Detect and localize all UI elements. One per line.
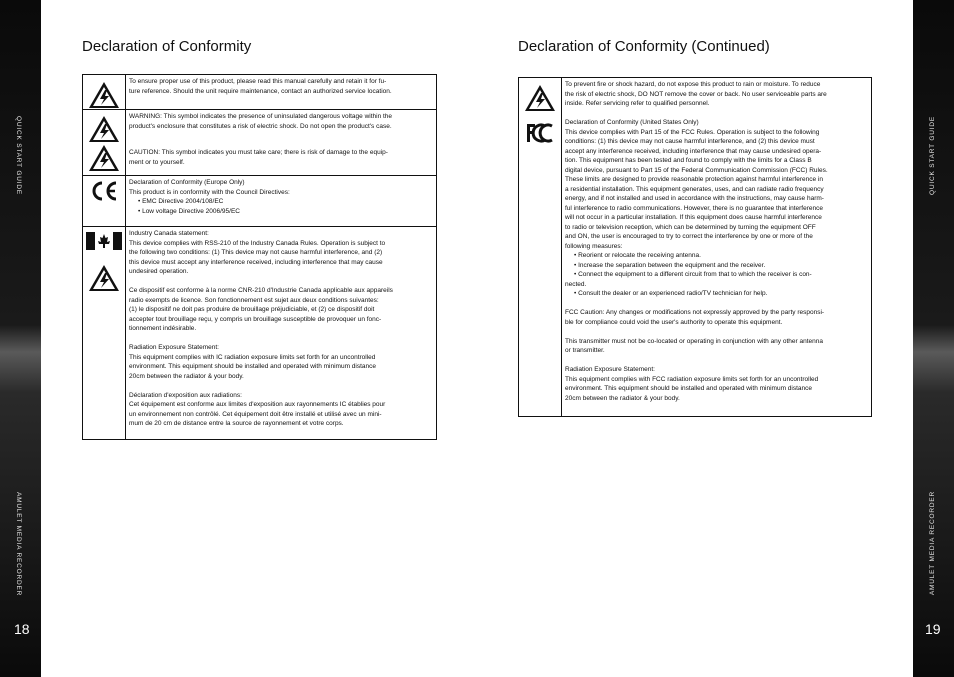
- shock-warning-icon: [524, 84, 556, 112]
- row-text: [126, 110, 437, 176]
- text-line: ful interference to radio communications. However, there is no guarantee that interference: [565, 204, 823, 212]
- text-line: (1) le dispositif ne doit pas produire de brouillage préjudiciable, et (2) ce dispositif doit: [129, 306, 375, 313]
- text-line: To ensure proper use of this product, please read this manual carefully and retain it for fu-: [129, 78, 387, 85]
- text-line: digital device, pursuant to Part 15 of the Federal Communication Commission (FCC) Rules.: [565, 166, 828, 174]
- text-line: These limits are designed to provide reasonable protection against harmful interference in: [565, 176, 823, 183]
- text-line: FCC Caution: Any changes or modifications not expressly approved by the party responsi-: [565, 309, 825, 316]
- sidebar-top-label: QUICK START GUIDE: [15, 116, 22, 195]
- text-line: ble for compliance could void the user's authority to operate this equipment.: [565, 318, 783, 326]
- text-line: this device must accept any interference received, including interference that may cause: [129, 258, 383, 266]
- text-line: tionnement indésirable.: [129, 325, 197, 332]
- declaration-table: [82, 74, 437, 440]
- text-line: Déclaration d'exposition aux radiations:: [129, 391, 242, 399]
- page-title: Declaration of Conformity (Continued): [518, 38, 770, 55]
- text-line: inside. Refer servicing refer to qualified personnel.: [565, 100, 710, 107]
- text-line: the following two conditions: (1) This device may not cause harmful interference, and (2): [129, 249, 383, 256]
- text-line: This equipment complies with FCC radiation exposure limits set forth for an uncontrolled: [565, 375, 819, 383]
- text-line: Cet équipement est conforme aux limites d'exposition aux rayonnements IC établies pour: [129, 401, 386, 408]
- text-line: This device complies with RSS-210 of the Industry Canada Rules. Operation is subject to: [129, 239, 386, 247]
- text-line: to radio or television reception, which can be determined by turning the equipment OFF: [565, 223, 816, 231]
- text-line: energy, and if not installed and used in accordance with the instructions, may cause harm-: [565, 195, 824, 202]
- text-line: and ON, the user is encouraged to try to correct the interference by one or more of the: [565, 233, 813, 240]
- text-line: WARNING: This symbol indicates the presence of uninsulated dangerous voltage within the: [129, 113, 393, 120]
- table-row: [83, 75, 437, 110]
- text-line: This product is in conformity with the Council Directives:: [129, 188, 290, 196]
- text-line: To prevent fire or shock hazard, do not expose this product to rain or moisture. To reduce: [565, 81, 821, 88]
- text-line: Radiation Exposure Statement:: [129, 344, 219, 351]
- icon-cell: [83, 176, 126, 227]
- fcc-logo-icon: [525, 122, 555, 144]
- row-text: [126, 227, 437, 440]
- text-line: Declaration of Conformity (United States Only): [565, 119, 699, 126]
- icon-cell: [519, 78, 562, 417]
- text-line: This device complies with Part 15 of the FCC Rules. Operation is subject to the following: [565, 128, 820, 136]
- shock-warning-icon: [88, 115, 120, 143]
- text-line: accept any interference received, including interference that may cause undesired opera-: [565, 147, 822, 155]
- table-row: [83, 110, 437, 176]
- list-item: • Increase the separation between the equipment and the receiver.: [574, 261, 766, 269]
- left-sidebar: [0, 0, 41, 677]
- icon-cell: [83, 75, 126, 110]
- table-row: [519, 78, 872, 417]
- text-line: un environnement non contrôlé. Cet équipement doit être installé et utilisé avec un mini-: [129, 410, 382, 418]
- page-number: 18: [14, 621, 30, 637]
- text-line: 20cm between the radiator & your body.: [565, 394, 680, 402]
- text-line: Radiation Exposure Statement:: [565, 366, 655, 373]
- text-line: or transmitter.: [565, 347, 605, 354]
- text-line: will not occur in a particular installation. If this equipment does cause harmful interference: [565, 214, 822, 221]
- sidebar-top-label: QUICK START GUIDE: [929, 116, 936, 195]
- text-line: CAUTION: This symbol indicates you must take care; there is risk of damage to the equip-: [129, 149, 388, 156]
- list-item: • Low voltage Directive 2006/95/EC: [138, 207, 240, 215]
- text-line: Declaration of Conformity (Europe Only): [129, 179, 245, 186]
- sidebar-bottom-label: AMULET MEDIA RECORDER: [15, 492, 22, 597]
- sidebar-bottom-label: AMULET MEDIA RECORDER: [929, 491, 936, 596]
- row-text: [126, 176, 437, 227]
- text-line: accepter tout brouillage reçu, y compris un brouillage susceptible de provoquer un fonc-: [129, 315, 382, 323]
- text-line: ture reference. Should the unit require maintenance, contact an authorized service location.: [129, 87, 392, 95]
- shock-warning-icon: [88, 264, 120, 292]
- shock-warning-icon: [88, 144, 120, 172]
- page-number: 19: [925, 621, 941, 637]
- text-line: the risk of electric shock, DO NOT remove the cover or back. No user serviceable parts are: [565, 90, 827, 98]
- icon-cell: [83, 227, 126, 440]
- text-line: tion. This equipment has been tested and found to comply with the limits for a Class B: [565, 157, 812, 164]
- text-line: Industry Canada statement:: [129, 230, 209, 237]
- text-line: following measures:: [565, 242, 623, 250]
- text-line: radio exempts de licence. Son fonctionnement est sujet aux deux conditions suivantes:: [129, 296, 379, 304]
- list-item: • EMC Directive 2004/108/EC: [138, 198, 224, 205]
- list-item: • Reorient or relocate the receiving antenna.: [574, 252, 701, 259]
- text-line: Ce dispositif est conforme à la norme CNR-210 d'Industrie Canada applicable aux appareils: [129, 287, 393, 294]
- text-line: nected.: [565, 280, 587, 288]
- text-line: mum de 20 cm de distance entre la source de rayonnement et votre corps.: [129, 420, 344, 427]
- text-line: a residential installation. This equipment generates, uses, and can radiate radio frequency: [565, 185, 824, 193]
- text-line: ment or to yourself.: [129, 158, 185, 166]
- text-line: 20cm between the radiator & your body.: [129, 372, 244, 380]
- list-item: • Consult the dealer or an experienced radio/TV technician for help.: [574, 290, 768, 297]
- row-text: [562, 78, 872, 417]
- icon-cell: [83, 110, 126, 176]
- ce-mark-icon: [90, 180, 118, 202]
- text-line: conditions: (1) this device may not cause harmful interference, and (2) this device must: [565, 138, 815, 145]
- canada-flag-icon: [86, 232, 122, 250]
- text-line: This transmitter must not be co-located or operating in conjunction with any other antenna: [565, 337, 823, 345]
- text-line: This equipment complies with IC radiation exposure limits set forth for an uncontrolled: [129, 353, 376, 361]
- page-title: Declaration of Conformity: [82, 38, 252, 55]
- text-line: undesired operation.: [129, 268, 189, 275]
- text-line: product's enclosure that constitutes a risk of electric shock. Do not open the product's case.: [129, 122, 392, 130]
- text-line: environment. This equipment should be installed and operated with minimum distance: [565, 385, 813, 392]
- table-row: [83, 227, 437, 440]
- text-line: environment. This equipment should be installed and operated with minimum distance: [129, 363, 377, 370]
- right-sidebar: [913, 0, 954, 677]
- declaration-table: [518, 77, 872, 417]
- table-row: [83, 176, 437, 227]
- shock-warning-icon: [88, 81, 120, 109]
- row-text: [126, 75, 437, 110]
- list-item: • Connect the equipment to a different circuit from that to which the receiver is con-: [574, 271, 812, 278]
